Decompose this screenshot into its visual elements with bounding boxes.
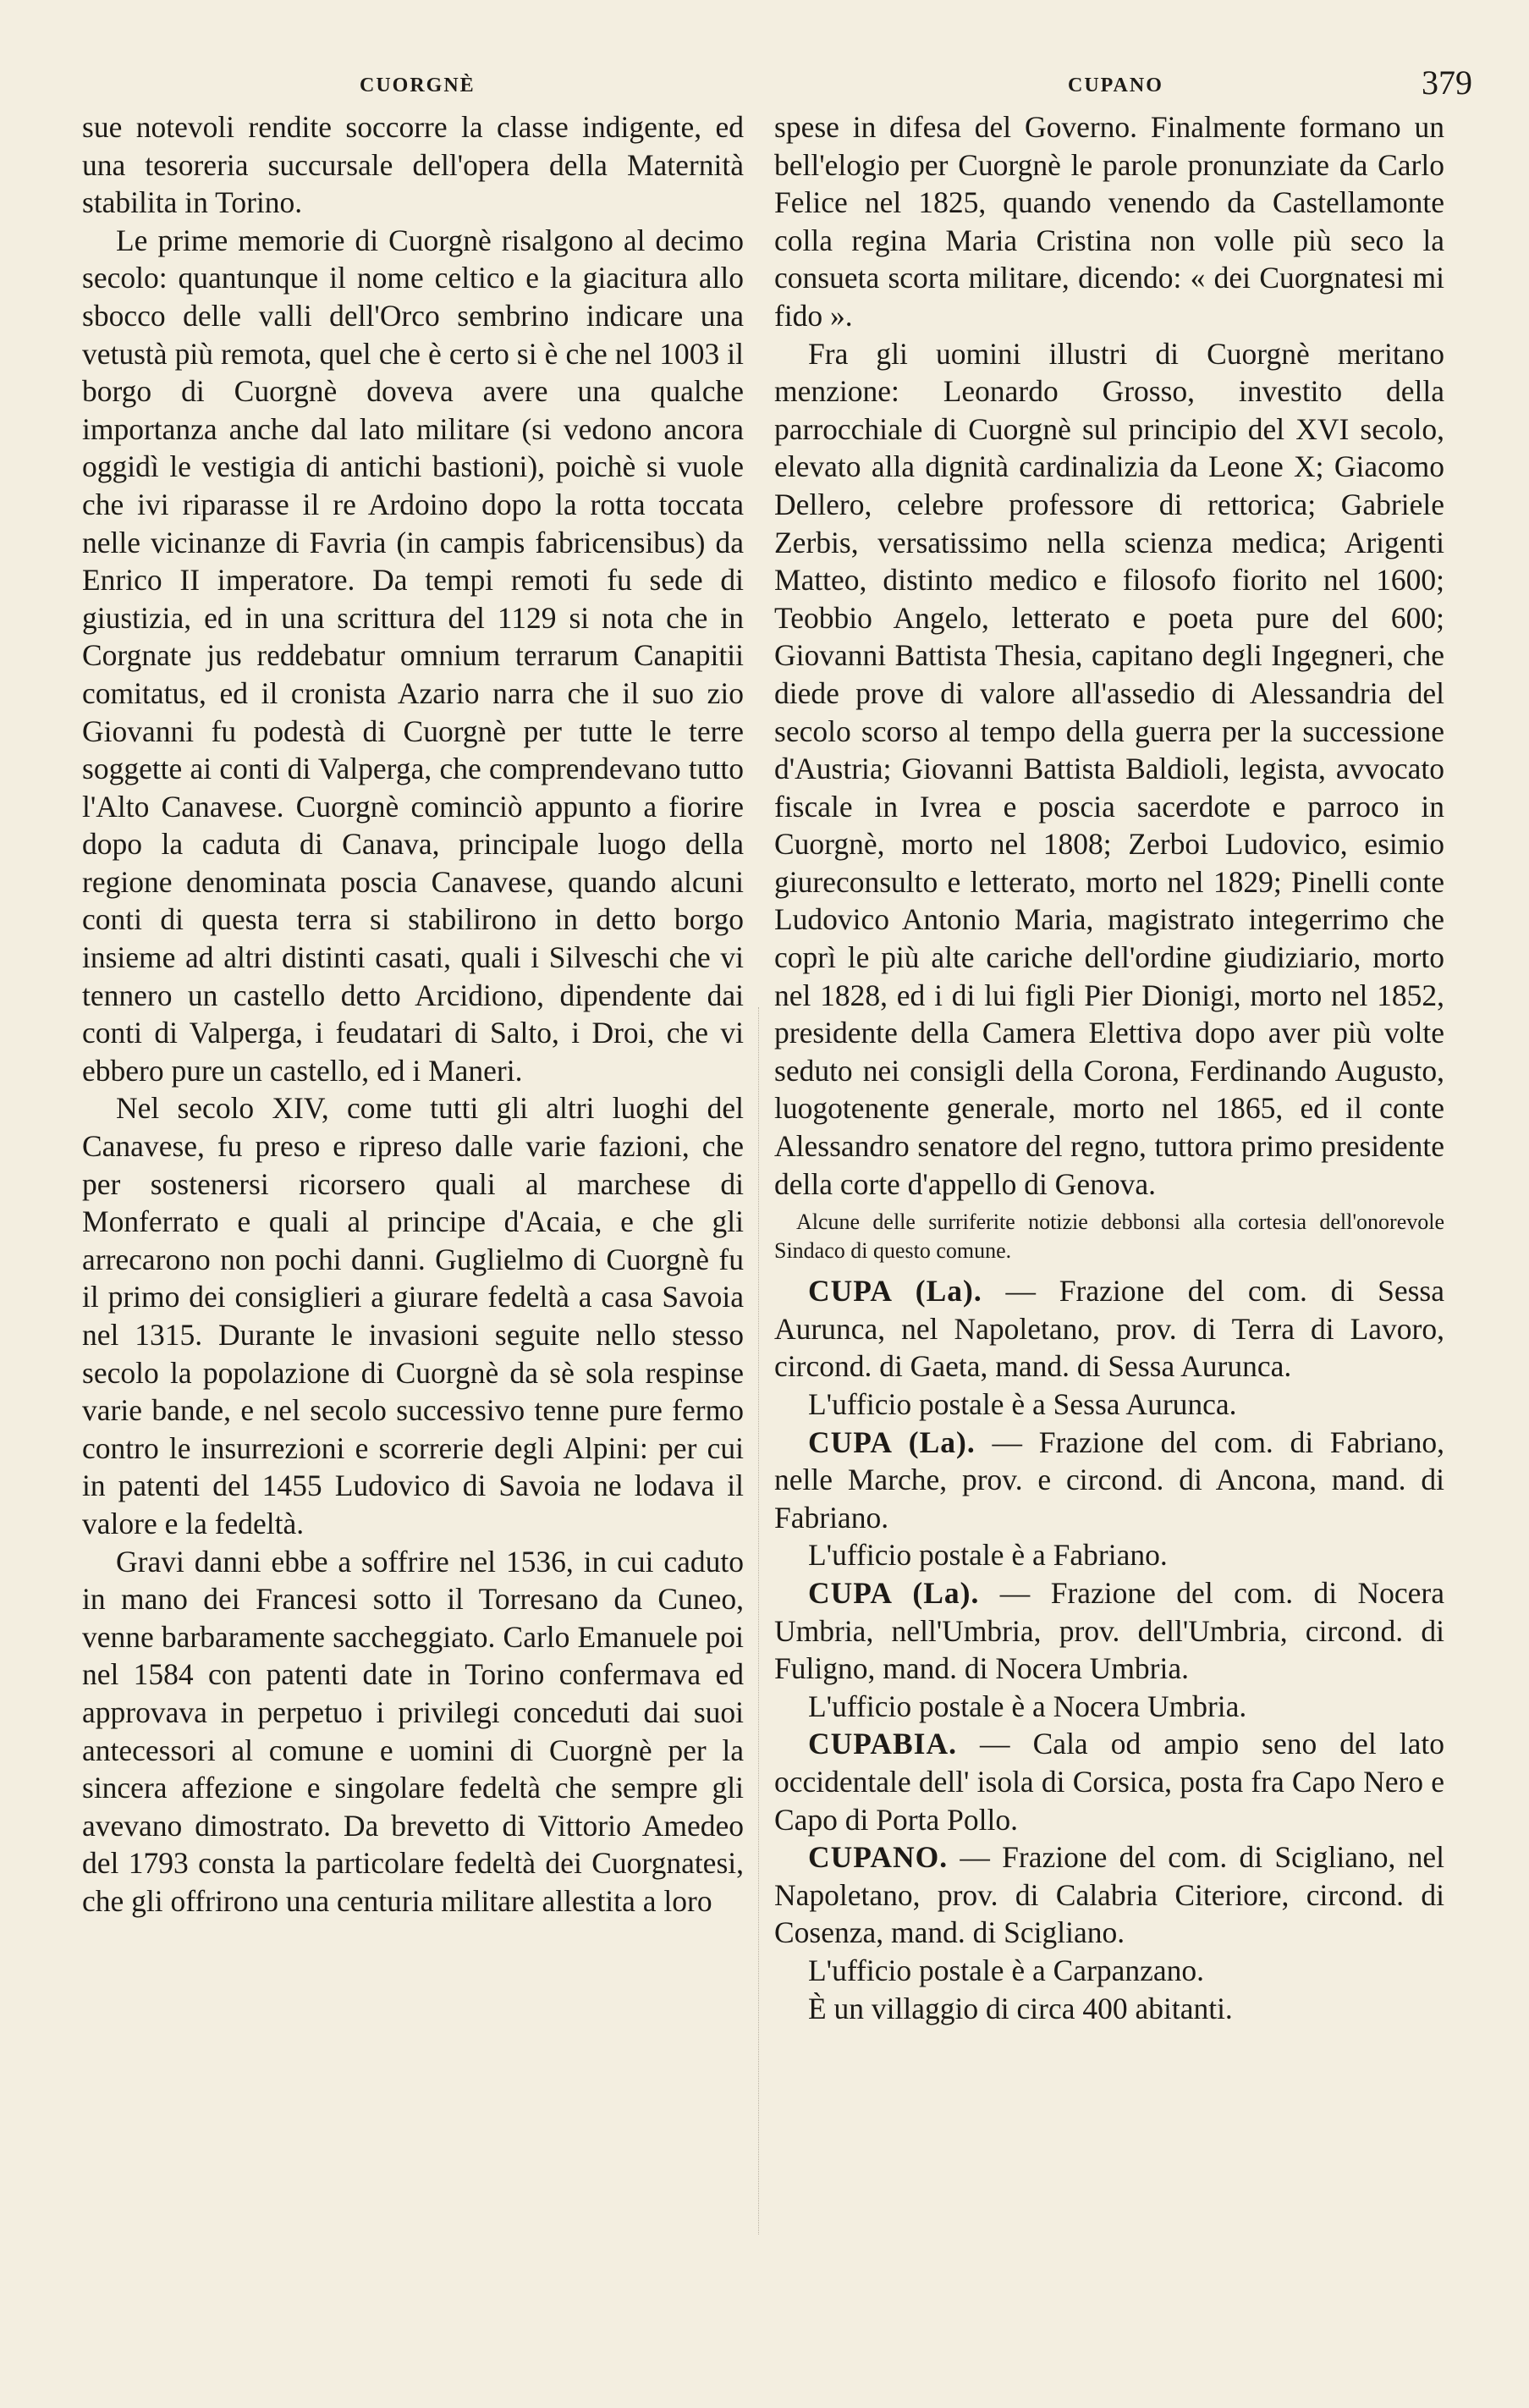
entry-headword: CUPA (La). [808, 1575, 980, 1610]
paragraph: spese in difesa del Governo. Finalmente formano un bell'elogio per Cuorgnè le parole pronunziate da Carlo Felice nel 1825, quando venendo da Castellamonte colla regina Maria Cristina non volle più seco la consueta scorta militare, dicendo: « dei Cuorgnatesi mi fido ». [774, 110, 1444, 333]
final-line: È un villaggio di circa 400 abitanti. [808, 1991, 1233, 2025]
gazetteer-entry [774, 1838, 1444, 1952]
right-column [774, 108, 1444, 2027]
gazetteer-entry [774, 1725, 1444, 1838]
entry-headword: CUPABIA. [808, 1727, 957, 1761]
postal-note: L'ufficio postale è a Nocera Umbria. [808, 1689, 1247, 1723]
page-number: 379 [1422, 63, 1472, 102]
postal-note: L'ufficio postale è a Sessa Aurunca. [808, 1387, 1237, 1421]
paragraph: sue notevoli rendite soccorre la classe indigente, ed una tesoreria succursale dell'opera della Maternità stabilita in Torino. [82, 110, 744, 220]
gazetteer-entry [774, 1272, 1444, 1386]
entry-headword: CUPANO. [808, 1840, 949, 1875]
entry-text: — Frazione del com. di Nocera Umbria, nell'Umbria, prov. dell'Umbria, circond. di Fuligno, mand. di Nocera Umbria. [774, 1575, 1445, 1686]
paragraph: Le prime memorie di Cuorgnè risalgono al decimo secolo: quantunque il nome celtico e la giacitura allo sbocco delle valli dell'Orco sembrino indicare una vetustà più remota, quel che è certo si è che nel 1003 il borgo di Cuorgnè doveva avere una qualche importanza anche dal lato militare (si vedono ancora oggidì le vestigia di antichi bastioni), poichè si vuole che ivi riparasse il re Ardoino dopo la rotta toccata nelle vicinanze di Favria (in campis fabricensibus) da Enrico II imperatore. Da tempi remoti fu sede di giustizia, ed in una scrittura del 1129 si nota che in Corgnate jus reddebatur omnium terrarum Canapitii comitatus, ed il cronista Azario narra che il suo zio Giovanni fu podestà di Cuorgnè per tutte le terre soggette ai conti di Valperga, che comprendevano tutto l'Alto Canavese. Cuorgnè cominciò appunto a fiorire dopo la caduta di Canava, principale luogo della regione denominata poscia Canavese, quando alcuni conti di questa terra si stabilirono in detto borgo insieme ad altri distinti casati, quali i Silveschi che vi tennero un castello detto Arcidiono, dipendente dai conti di Valperga, i feudatari di Salto, i Droi, che vi ebbero pure un castello, ed i Maneri. [82, 223, 744, 1088]
paragraph: Gravi danni ebbe a soffrire nel 1536, in cui caduto in mano dei Francesi sotto il Torresano da Cuneo, venne barbaramente saccheggiato. Carlo Emanuele poi nel 1584 con patenti date in Torino confermava ed approvava in perpetuo i privilegi conceduti dai suoi antecessori al comune e uomini di Cuorgnè per la sincera affezione e singolare fedeltà che sempre gli avevano dimostrato. Da brevetto di Vittorio Amedeo del 1793 consta la particolare fedeltà dei Cuorgnatesi, che gli offrirono una centuria militare allestita a loro [82, 1544, 744, 1918]
column-divider [758, 1007, 760, 2234]
entry-headword: CUPA (La). [808, 1274, 982, 1309]
running-header-right: CUPANO [1068, 74, 1163, 96]
entry-headword: CUPA (La). [808, 1424, 976, 1459]
entry-text: — Cala od ampio seno del lato occidentale dell' isola di Corsica, posta fra Capo Nero e Capo di Porta Pollo. [774, 1727, 1444, 1837]
postal-note: L'ufficio postale è a Fabriano. [808, 1538, 1168, 1573]
paragraph: Fra gli uomini illustri di Cuorgnè meritano menzione: Leonardo Grosso, investito della parrocchiale di Cuorgnè sul principio del XVI secolo, elevato alla dignità cardinalizia da Leone X; Giacomo Dellero, celebre professore di rettorica; Gabriele Zerbis, versatissimo nella scienza medica; Arigenti Matteo, distinto medico e filosofo fiorito nel 1600; Teobbio Angelo, letterato e poeta pure del 600; Giovanni Battista Thesia, capitano degli Ingegneri, che diede prove di valore all'assedio di Alessandria del secolo scorso al tempo della guerra per la successione d'Austria; Giovanni Battista Baldioli, legista, avvocato fiscale in Ivrea e poscia sacerdote e parroco in Cuorgnè, morto nel 1808; Zerboi Ludovico, esimio giureconsulto e letterato, morto nel 1829; Pinelli conte Ludovico Antonio Maria, magistrato integerrimo che coprì le più alte cariche dell'ordine giudiziario, morto nel 1828, ed i di lui figli Pier Dionigi, morto nel 1852, presidente della Camera Elettiva dopo aver più volte seduto nei consigli della Corona, Ferdinando Augusto, luogotenente generale, morto nel 1865, ed il conte Alessandro senatore del regno, tuttora primo presidente della corte d'appello di Genova. [774, 336, 1444, 1201]
paragraph: Nel secolo XIV, come tutti gli altri luoghi del Canavese, fu preso e ripreso dalle varie fazioni, che per sostenersi ricorsero quali al marchese di Monferrato e quali al principe d'Acaia, e che gli arrecarono non pochi danni. Guglielmo di Cuorgnè fu il primo dei consiglieri a giurare fedeltà a casa Savoia nel 1315. Durante le invasioni seguite nello stesso secolo la popolazione di Cuorgnè da sè sola respinse varie bande, e nel secolo successivo tenne pure fermo contro le insurrezioni e scorrerie degli Alpini: per cui in patenti del 1455 Ludovico di Savoia ne lodava il valore e la fedeltà. [82, 1091, 744, 1540]
gazetteer-entry [774, 1574, 1444, 1688]
running-header-left: CUORGNÈ [360, 74, 476, 96]
postal-note: L'ufficio postale è a Carpanzano. [808, 1953, 1205, 1987]
footnote: Alcune delle surriferite notizie debbonsi alla cortesia dell'onorevole Sindaco di questo comune. [774, 1210, 1444, 1264]
entry-text: — Frazione del com. di Fabriano, nelle Marche, prov. e circond. di Ancona, mand. di Fabriano. [774, 1424, 1445, 1535]
entry-text: — Frazione del com. di Scigliano, nel Napoletano, prov. di Calabria Citeriore, circond. di Cosenza, mand. di Scigliano. [774, 1840, 1444, 1950]
left-column [82, 108, 744, 1920]
gazetteer-entry [774, 1424, 1444, 1537]
entry-text: — Frazione del com. di Sessa Aurunca, nel Napoletano, prov. di Terra di Lavoro, circond. di Gaeta, mand. di Sessa Aurunca. [774, 1274, 1444, 1384]
